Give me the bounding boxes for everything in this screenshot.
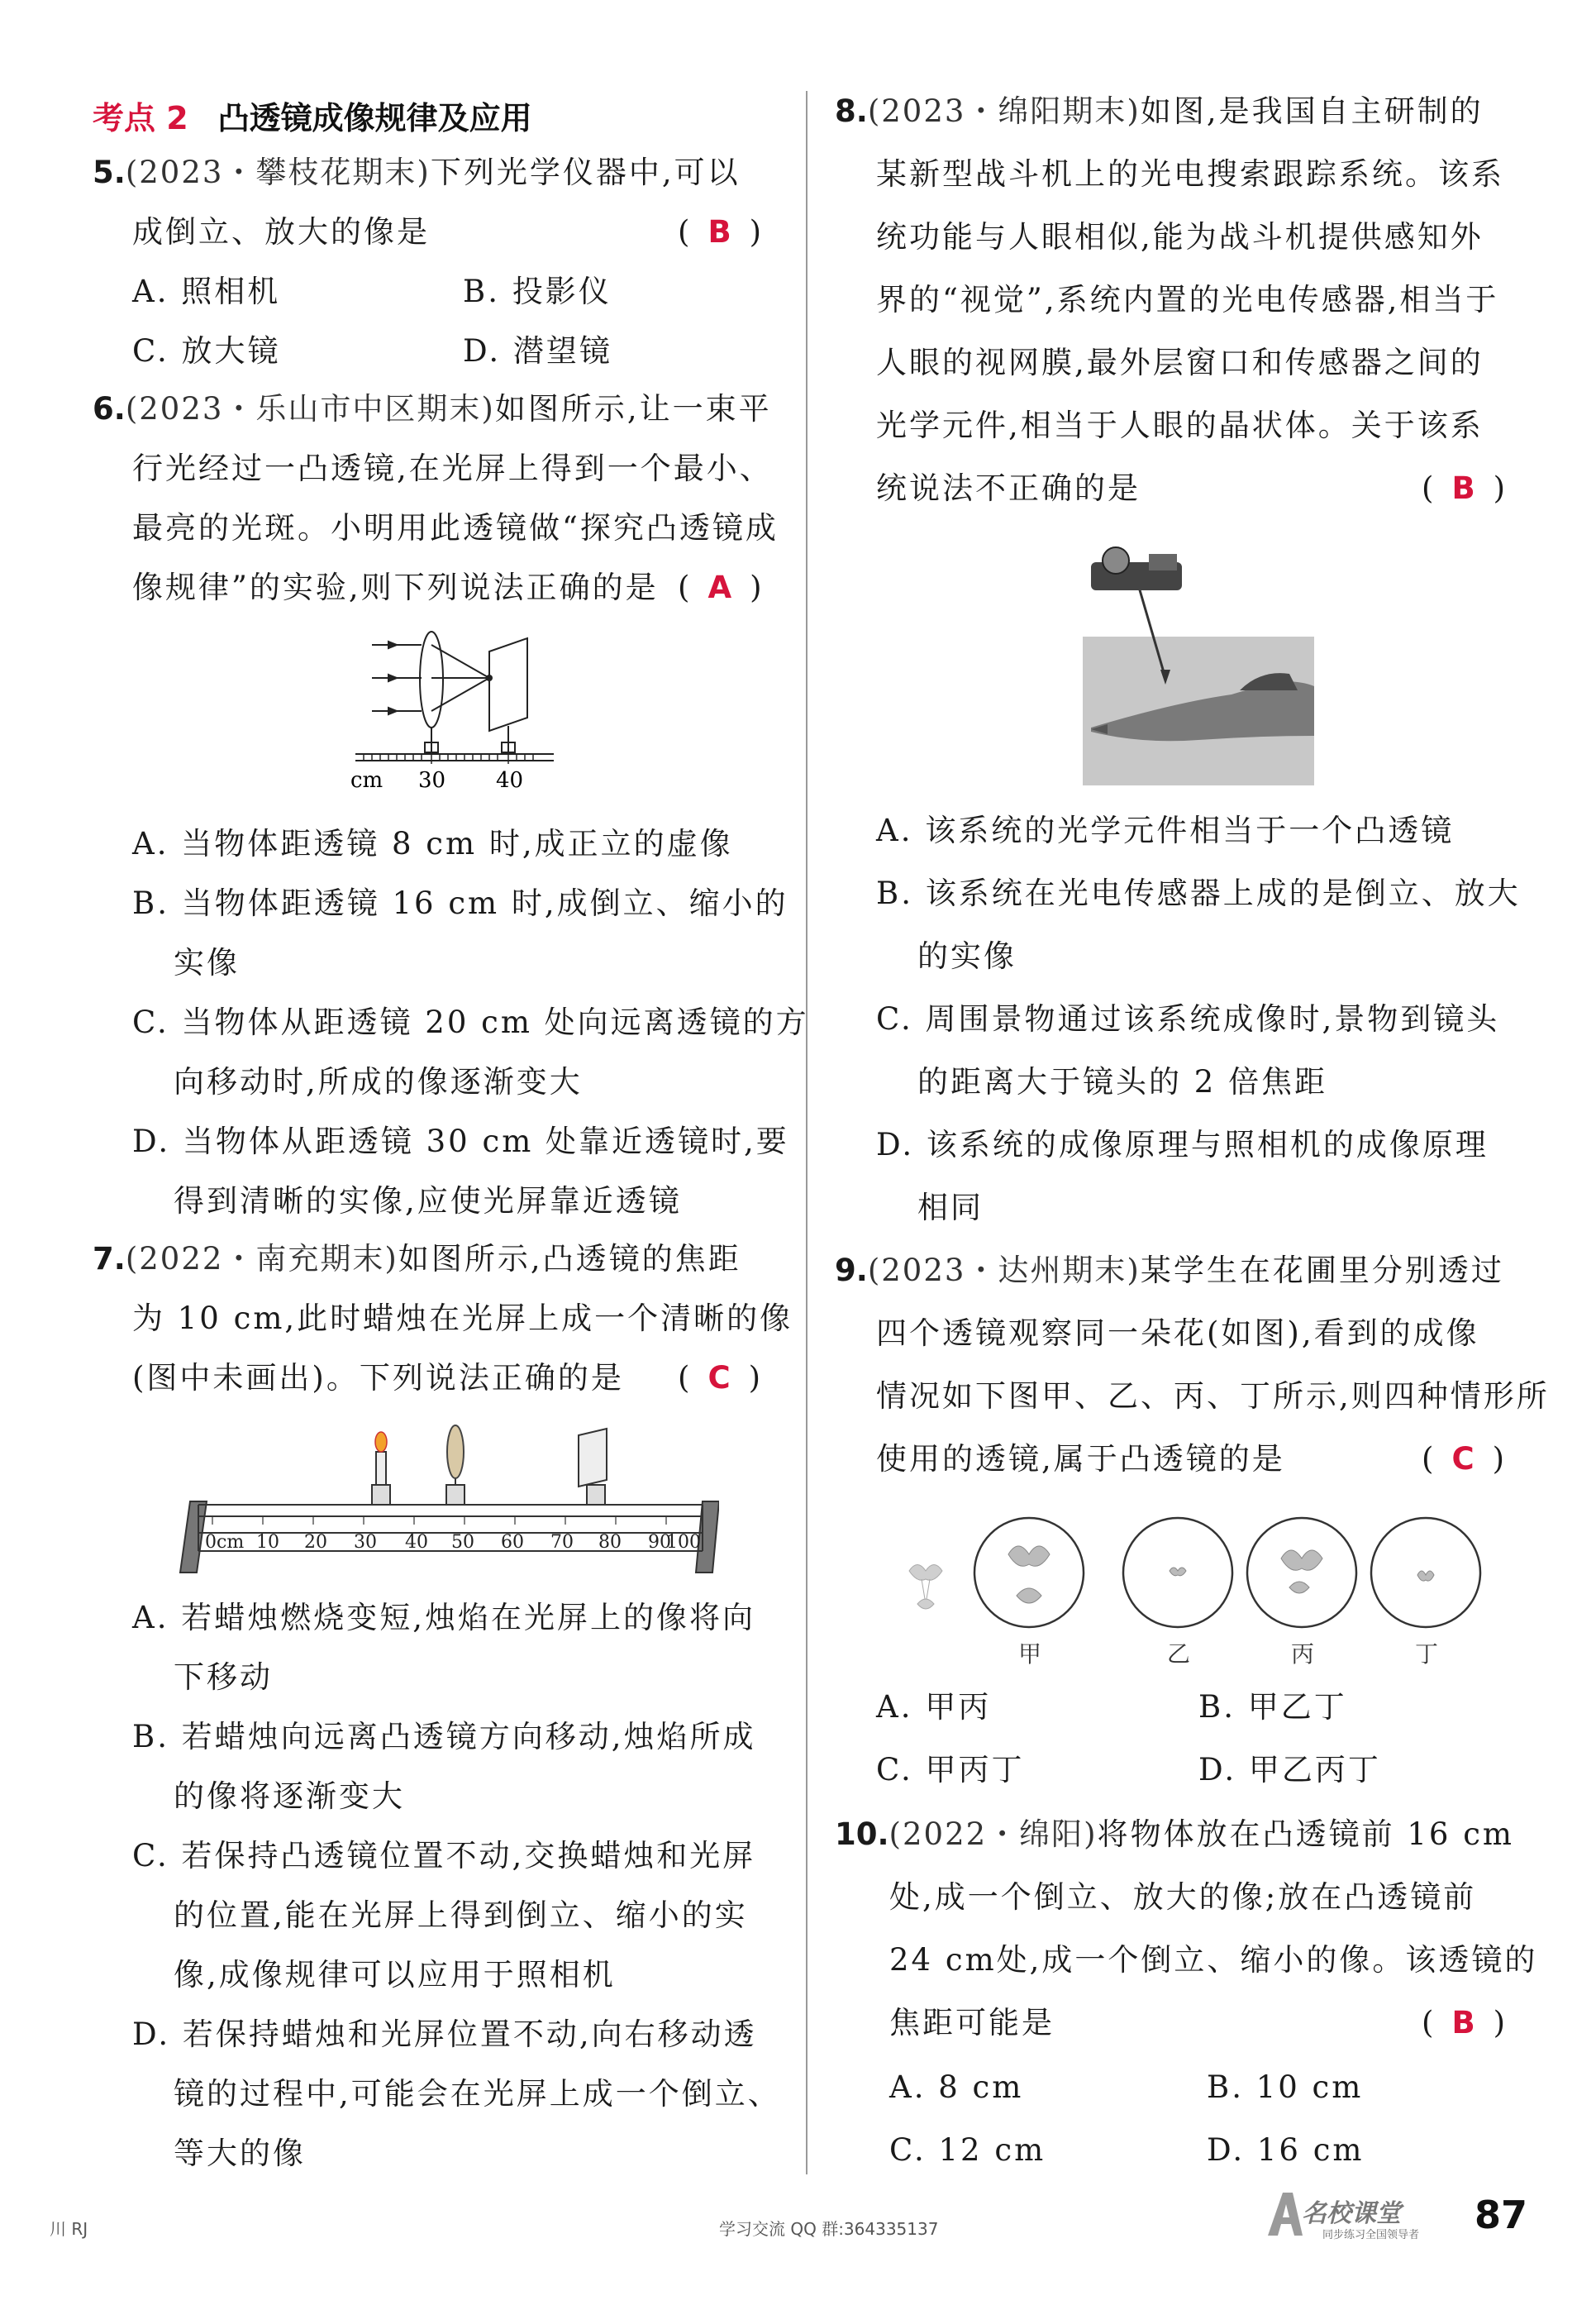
q7-option-c: C. 若保持凸透镜位置不动,交换蜡烛和光屏 [132,1838,756,1873]
q5-option-d: D. 潜望镜 [463,333,612,369]
q8-fighter-photo [1074,537,1314,785]
q8-option-d-cont: 相同 [917,1190,984,1225]
q7-option-d-cont2: 等大的像 [174,2136,306,2171]
q9-option-a: A. 甲丙 [876,1689,992,1725]
q7-option-c-cont2: 像,成像规律可以应用于照相机 [174,1957,616,1993]
q7-option-c-cont: 的位置,能在光屏上得到倒立、缩小的实 [174,1897,748,1933]
q8-line2: 某新型战斗机上的光电搜索跟踪系统。该系 [876,156,1504,192]
q7-answer: ( C ) [678,1360,761,1396]
page-number: 87 [1475,2193,1528,2237]
ruler-label-10: 10 [256,1532,279,1553]
q8-answer: ( B ) [1422,470,1506,506]
ruler-label-40: 40 [405,1532,428,1553]
ruler-label-90: 90 [648,1532,671,1553]
q6-option-c: C. 当物体从距透镜 20 cm 处向远离透镜的方 [132,1005,809,1040]
q5-line1: 5.(2023・攀枝花期末)下列光学仪器中,可以 [93,155,741,190]
q9-option-b: B. 甲乙丁 [1198,1689,1347,1725]
q6-tick-40: 40 [496,768,524,793]
q10-line2: 处,成一个倒立、放大的像;放在凸透镜前 [889,1879,1477,1915]
q5-option-c: C. 放大镜 [132,333,281,369]
q6-option-b: B. 当物体距透镜 16 cm 时,成倒立、缩小的 [132,885,788,921]
q5-answer: ( B ) [678,214,762,250]
ruler-label-30: 30 [354,1532,377,1553]
ruler-label-0: 0cm [205,1532,245,1553]
q8-option-b-cont: 的实像 [917,938,1017,974]
view-label-bing: 丙 [1291,1640,1315,1668]
q6-line3: 最亮的光斑。小明用此透镜做“探究凸透镜成 [132,510,779,546]
q10-option-d: D. 16 cm [1207,2132,1365,2168]
q7-line3: (图中未画出)。下列说法正确的是 [132,1360,624,1396]
q5-line2: 成倒立、放大的像是 [132,214,430,250]
ruler-label-20: 20 [304,1532,327,1553]
ruler-label-60: 60 [501,1532,524,1553]
q10-option-a: A. 8 cm [889,2069,1024,2105]
view-label-jia: 甲 [1018,1640,1042,1668]
q7-option-b-cont: 的像将逐渐变大 [174,1778,405,1814]
q10-answer: ( B ) [1422,2005,1506,2040]
q6-answer: ( A ) [678,570,762,605]
q7-option-a-cont: 下移动 [174,1659,273,1695]
q6-unit-label: cm [350,768,384,793]
q8-option-a: A. 该系统的光学元件相当于一个凸透镜 [876,813,1455,848]
section-heading [93,93,532,138]
q9-option-d: D. 甲乙丙丁 [1198,1752,1381,1787]
q9-line1: 9.(2023・达州期末)某学生在花圃里分别透过 [835,1253,1504,1288]
q9-line4: 使用的透镜,属于凸透镜的是 [876,1441,1285,1477]
q7-option-d-cont: 镜的过程中,可能会在光屏上成一个倒立、 [174,2076,781,2112]
ruler-label-50: 50 [451,1532,474,1553]
q6-option-d-cont: 得到清晰的实像,应使光屏靠近透镜 [174,1183,682,1219]
q8-option-c-cont: 的距离大于镜头的 2 倍焦距 [917,1064,1328,1100]
q6-line1: 6.(2023・乐山市中区期末)如图所示,让一束平 [93,391,772,427]
view-label-yi: 乙 [1167,1640,1191,1668]
q6-option-c-cont: 向移动时,所成的像逐渐变大 [174,1064,583,1100]
footer-qq-group: 学习交流 QQ 群:364335137 [719,2219,939,2239]
q7-option-d: D. 若保持蜡烛和光屏位置不动,向右移动透 [132,2016,757,2052]
q6-line4: 像规律”的实验,则下列说法正确的是 [132,570,659,605]
q8-line3: 统功能与人眼相似,能为战斗机提供感知外 [876,219,1484,255]
brand-name: 名校课堂 [1302,2199,1401,2228]
footer-edition: 川 RJ [50,2219,88,2239]
section-title: 凸透镜成像规律及应用 [217,100,532,136]
q8-option-c: C. 周围景物通过该系统成像时,景物到镜头 [876,1001,1500,1037]
q7-line2: 为 10 cm,此时蜡烛在光屏上成一个清晰的像 [132,1301,793,1336]
q9-answer: ( C ) [1422,1441,1505,1477]
q8-line7: 统说法不正确的是 [876,470,1141,506]
q9-lens-views [893,1513,1488,1670]
q10-option-c: C. 12 cm [889,2132,1046,2168]
q8-option-b: B. 该系统在光电传感器上成的是倒立、放大 [876,876,1521,911]
q7-option-a: A. 若蜡烛燃烧变短,烛焰在光屏上的像将向 [132,1600,756,1635]
q10-option-b: B. 10 cm [1207,2069,1364,2105]
q6-lens-diagram [339,628,562,802]
ruler-label-100: 100 [666,1532,701,1553]
q8-line5: 人眼的视网膜,最外层窗口和传感器之间的 [876,345,1484,380]
q10-line1: 10.(2022・绵阳)将物体放在凸透镜前 16 cm [835,1816,1515,1852]
q9-line2: 四个透镜观察同一朵花(如图),看到的成像 [876,1315,1479,1351]
q8-line1: 8.(2023・绵阳期末)如图,是我国自主研制的 [835,93,1484,129]
section-tag: 考点 2 [93,100,188,136]
q8-option-d: D. 该系统的成像原理与照相机的成像原理 [876,1127,1489,1162]
q9-line3: 情况如下图甲、乙、丙、丁所示,则四种情形所 [876,1378,1550,1414]
q7-option-b: B. 若蜡烛向远离凸透镜方向移动,烛焰所成 [132,1719,756,1754]
q6-option-a: A. 当物体距透镜 8 cm 时,成正立的虚像 [132,826,733,861]
q10-line4: 焦距可能是 [889,2005,1055,2040]
q6-option-b-cont: 实像 [174,945,240,981]
brand-slogan: 同步练习全国领导者 [1322,2229,1420,2241]
q7-optical-bench [174,1419,719,1584]
q8-line4: 界的“视觉”,系统内置的光电传感器,相当于 [876,282,1499,317]
q5-option-a: A. 照相机 [132,274,281,309]
q10-line3: 24 cm处,成一个倒立、缩小的像。该透镜的 [889,1942,1538,1978]
q7-line1: 7.(2022・南充期末)如图所示,凸透镜的焦距 [93,1241,741,1277]
q6-line2: 行光经过一凸透镜,在光屏上得到一个最小、 [132,451,773,486]
q6-option-d: D. 当物体从距透镜 30 cm 处靠近透镜时,要 [132,1124,789,1159]
q6-tick-30: 30 [418,768,446,793]
q5-option-b: B. 投影仪 [463,274,612,309]
view-label-ding: 丁 [1415,1640,1439,1668]
ruler-label-70: 70 [550,1532,574,1553]
q9-option-c: C. 甲丙丁 [876,1752,1025,1787]
q8-line6: 光学元件,相当于人眼的晶状体。关于该系 [876,408,1484,443]
column-divider [806,91,808,2174]
ruler-label-80: 80 [598,1532,622,1553]
